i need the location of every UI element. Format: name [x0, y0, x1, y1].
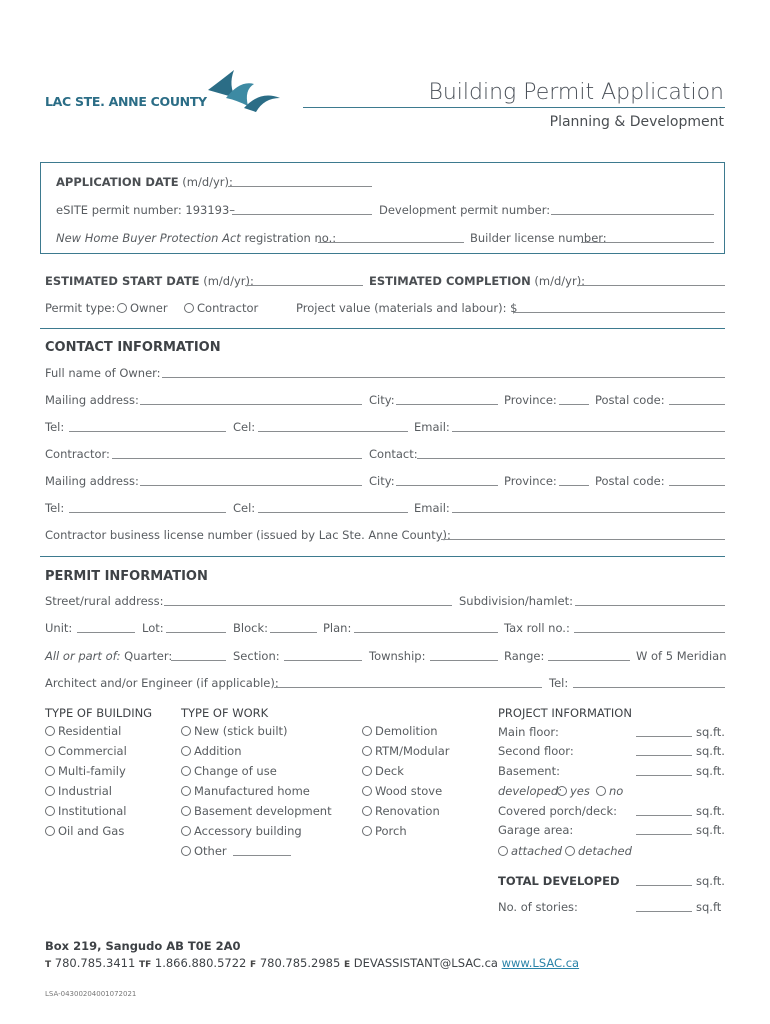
plan-field[interactable] — [354, 632, 498, 633]
subdivision-label: Subdivision/hamlet: — [459, 594, 573, 608]
work-type-alt-option[interactable] — [362, 744, 450, 758]
second-floor-field[interactable] — [636, 755, 692, 756]
work-type-option[interactable] — [181, 744, 242, 758]
building-type-option[interactable] — [45, 804, 126, 818]
work-type-alt-option-label: Demolition — [375, 724, 438, 738]
owner-province-label: Province: — [504, 393, 557, 407]
contractor-postal-label: Postal code: — [595, 474, 665, 488]
work-type-alt-option[interactable] — [362, 784, 442, 798]
work-type-alt-option-label: Wood stove — [375, 784, 443, 798]
detached-radio[interactable] — [565, 846, 575, 856]
building-type-radio[interactable] — [45, 746, 55, 756]
architect-tel-label: Tel: — [549, 676, 569, 690]
work-type-radio[interactable] — [181, 806, 191, 816]
contractor-cel-label: Cel: — [233, 501, 256, 515]
garage-detached[interactable] — [565, 844, 632, 858]
footer-address: Box 219, Sangudo AB T0E 2A0 — [45, 939, 241, 953]
developed-yes[interactable] — [557, 784, 590, 798]
owner-email-field[interactable] — [452, 431, 725, 432]
work-type-option-label: Accessory building — [194, 824, 302, 838]
building-type-radio[interactable] — [45, 726, 55, 736]
architect-field[interactable] — [274, 687, 542, 688]
lot-field[interactable] — [166, 632, 226, 633]
building-type-option-label: Multi-family — [58, 764, 126, 778]
street-label: Street/rural address: — [45, 594, 164, 608]
subdivision-field[interactable] — [575, 605, 725, 606]
attached-label: attached — [511, 844, 563, 858]
divider-contact — [40, 328, 725, 329]
building-type-option[interactable] — [45, 784, 112, 798]
yes-label: yes — [570, 784, 590, 798]
work-type-alt-option[interactable] — [362, 804, 440, 818]
main-floor-label: Main floor: — [498, 725, 559, 739]
building-type-option-label: Commercial — [58, 744, 127, 758]
main-floor-field[interactable] — [636, 736, 692, 737]
owner-label: Owner — [130, 301, 168, 315]
township-label: Township: — [369, 649, 426, 663]
completion-text: ESTIMATED COMPLETION — [369, 274, 531, 288]
work-type-option-label: Basement development — [194, 804, 332, 818]
owner-name-label: Full name of Owner: — [45, 366, 161, 380]
garage-unit: sq.ft. — [696, 823, 725, 837]
work-type-alt-radio[interactable] — [362, 786, 372, 796]
owner-name-field[interactable] — [162, 377, 725, 378]
project-heading: PROJECT INFORMATION — [498, 706, 632, 720]
work-type-radio[interactable] — [181, 846, 191, 856]
work-type-alt-option-label: Deck — [375, 764, 404, 778]
dev-permit-label: Development permit number: — [379, 203, 551, 217]
section-field[interactable] — [284, 660, 362, 661]
fax-number: 780.785.2985 — [259, 956, 341, 970]
work-type-alt-option-label: Porch — [375, 824, 407, 838]
contractor-province-field[interactable] — [559, 485, 589, 486]
work-type-alt-radio[interactable] — [362, 746, 372, 756]
range-label: Range: — [504, 649, 545, 663]
building-type-option-label: Residential — [58, 724, 122, 738]
building-heading: TYPE OF BUILDING — [45, 706, 153, 720]
project-value-field[interactable] — [513, 312, 725, 313]
owner-mailing-field[interactable] — [140, 404, 362, 405]
unit-field[interactable] — [77, 632, 135, 633]
contractor-contact-field[interactable] — [417, 458, 725, 459]
owner-radio[interactable] — [117, 303, 127, 313]
porch-unit: sq.ft. — [696, 804, 725, 818]
no-label: no — [609, 784, 624, 798]
basement-unit: sq.ft. — [696, 764, 725, 778]
stories-unit: sq.ft — [696, 900, 722, 914]
building-type-radio[interactable] — [45, 766, 55, 776]
work-type-alt-radio[interactable] — [362, 726, 372, 736]
building-type-option[interactable] — [45, 724, 121, 738]
footer-email[interactable]: DEVASSISTANT@LSAC.ca — [353, 956, 498, 970]
nhbpa-rest: registration no.: — [240, 231, 337, 245]
tollfree-number: 1.866.880.5722 — [154, 956, 247, 970]
permit-type-label: Permit type: — [45, 301, 116, 315]
start-date-label — [45, 274, 254, 288]
building-type-option-label: Industrial — [58, 784, 112, 798]
permit-type-owner[interactable] — [117, 301, 168, 315]
contractor-cel-field[interactable] — [258, 512, 408, 513]
porch-field[interactable] — [636, 815, 692, 816]
contractor-radio[interactable] — [184, 303, 194, 313]
second-floor-label: Second floor: — [498, 744, 574, 758]
second-floor-unit: sq.ft. — [696, 744, 725, 758]
contractor-tel-label: Tel: — [45, 501, 65, 515]
title-rule — [303, 107, 725, 108]
work-type-radio[interactable] — [181, 766, 191, 776]
work-type-option-label: New (stick built) — [194, 724, 288, 738]
phone-prefix: T — [45, 960, 52, 970]
quarter-text: Quarter: — [120, 649, 173, 663]
completion-field[interactable] — [577, 285, 725, 286]
page-title: Building Permit Application — [428, 80, 724, 105]
contractor-mailing-field[interactable] — [140, 485, 362, 486]
contact-heading: CONTACT INFORMATION — [45, 340, 221, 355]
work-type-option-label: Addition — [194, 744, 242, 758]
contractor-city-field[interactable] — [396, 485, 498, 486]
building-type-option[interactable] — [45, 764, 126, 778]
work-type-option-label: Change of use — [194, 764, 277, 778]
work-type-alt-option[interactable] — [362, 724, 438, 738]
tax-roll-label: Tax roll no.: — [504, 621, 570, 635]
yes-radio[interactable] — [557, 786, 567, 796]
contractor-tel-field[interactable] — [69, 512, 226, 513]
developed-label: developed: — [498, 784, 563, 798]
nhbpa-field[interactable] — [318, 242, 464, 243]
architect-label: Architect and/or Engineer (if applicable): — [45, 676, 279, 690]
basement-label: Basement: — [498, 764, 560, 778]
quarter-field[interactable] — [171, 660, 226, 661]
work-type-alt-radio[interactable] — [362, 826, 372, 836]
building-type-option-label: Oil and Gas — [58, 824, 125, 838]
building-type-radio[interactable] — [45, 806, 55, 816]
building-type-option[interactable] — [45, 824, 124, 838]
developed-no[interactable] — [596, 784, 623, 798]
footer-contacts — [45, 956, 579, 970]
garage-label: Garage area: — [498, 823, 574, 837]
owner-cel-field[interactable] — [258, 431, 408, 432]
stories-field[interactable] — [636, 911, 692, 912]
work-type-option[interactable] — [181, 804, 332, 818]
contractor-contact-label: Contact: — [369, 447, 418, 461]
work-type-alt-option-label: RTM/Modular — [375, 744, 450, 758]
contractor-license-label: Contractor business license number (issued by Lac Ste. Anne County): — [45, 528, 451, 542]
owner-email-label: Email: — [414, 420, 450, 434]
work-type-radio[interactable] — [181, 726, 191, 736]
form-code: LSA-04300204001072021 — [45, 990, 137, 998]
builder-license-field[interactable] — [581, 242, 714, 243]
total-developed-field[interactable] — [636, 885, 692, 886]
work-type-option[interactable] — [181, 724, 288, 738]
all-or-part-text: All or part of: — [45, 649, 121, 663]
building-type-radio[interactable] — [45, 826, 55, 836]
owner-postal-field[interactable] — [669, 404, 725, 405]
owner-province-field[interactable] — [559, 404, 589, 405]
contractor-name-field[interactable] — [112, 458, 362, 459]
owner-city-label: City: — [369, 393, 395, 407]
porch-label: Covered porch/deck: — [498, 804, 617, 818]
plan-label: Plan: — [323, 621, 352, 635]
completion-label — [369, 274, 585, 288]
block-field[interactable] — [270, 632, 317, 633]
contractor-name-label: Contractor: — [45, 447, 110, 461]
other-field[interactable] — [233, 855, 291, 856]
owner-mailing-label: Mailing address: — [45, 393, 139, 407]
fax-prefix: F — [250, 960, 257, 970]
owner-cel-label: Cel: — [233, 420, 256, 434]
range-field[interactable] — [548, 660, 630, 661]
application-date-label — [56, 175, 233, 189]
work-type-alt-option[interactable] — [362, 764, 404, 778]
building-type-option[interactable] — [45, 744, 127, 758]
main-floor-unit: sq.ft. — [696, 725, 725, 739]
builder-license-label: Builder license number: — [470, 231, 607, 245]
attached-radio[interactable] — [498, 846, 508, 856]
meridian-label: W of 5 Meridian — [636, 649, 727, 663]
page-subtitle: Planning & Development — [549, 114, 724, 130]
contractor-email-field[interactable] — [452, 512, 725, 513]
section-label: Section: — [233, 649, 280, 663]
contractor-license-field[interactable] — [441, 539, 725, 540]
permit-type-contractor[interactable] — [184, 301, 258, 315]
divider-permit — [40, 556, 725, 557]
application-date-text: APPLICATION DATE — [56, 175, 179, 189]
block-label: Block: — [233, 621, 268, 635]
application-date-format: (m/d/yr): — [182, 175, 233, 189]
esite-field[interactable] — [232, 214, 372, 215]
dev-permit-field[interactable] — [551, 214, 714, 215]
garage-field[interactable] — [636, 834, 692, 835]
work-type-alt-option[interactable] — [362, 824, 407, 838]
work-type-alt-radio[interactable] — [362, 766, 372, 776]
work-type-option-label: Manufactured home — [194, 784, 310, 798]
total-developed-label: TOTAL DEVELOPED — [498, 874, 620, 888]
tollfree-prefix: TF — [138, 960, 152, 970]
application-date-field[interactable] — [228, 186, 372, 187]
work-type-radio[interactable] — [181, 826, 191, 836]
owner-city-field[interactable] — [396, 404, 498, 405]
township-field[interactable] — [430, 660, 498, 661]
work-type-radio[interactable] — [181, 786, 191, 796]
esite-label: eSITE permit number: 193193– — [56, 203, 236, 217]
start-date-text: ESTIMATED START DATE — [45, 274, 200, 288]
nhbpa-label — [56, 231, 336, 245]
work-heading: TYPE OF WORK — [181, 706, 269, 720]
architect-tel-field[interactable] — [573, 687, 725, 688]
work-type-alt-option-label: Renovation — [375, 804, 440, 818]
logo-text: LAC STE. ANNE COUNTY — [45, 94, 207, 109]
no-radio[interactable] — [596, 786, 606, 796]
contractor-mailing-label: Mailing address: — [45, 474, 139, 488]
email-prefix: E — [343, 960, 351, 970]
completion-format: (m/d/yr): — [534, 274, 586, 288]
project-value-label: Project value (materials and labour): $ — [296, 301, 518, 315]
contractor-postal-field[interactable] — [669, 485, 725, 486]
work-type-radio[interactable] — [181, 746, 191, 756]
contractor-city-label: City: — [369, 474, 395, 488]
stories-label: No. of stories: — [498, 900, 578, 914]
garage-attached[interactable] — [498, 844, 562, 858]
work-type-option-label: Other — [194, 844, 227, 858]
unit-label: Unit: — [45, 621, 73, 635]
permit-heading: PERMIT INFORMATION — [45, 569, 208, 584]
building-type-radio[interactable] — [45, 786, 55, 796]
county-logo-icon — [204, 68, 284, 114]
lot-label: Lot: — [142, 621, 164, 635]
work-type-alt-radio[interactable] — [362, 806, 372, 816]
phone-number: 780.785.3411 — [54, 956, 136, 970]
contractor-email-label: Email: — [414, 501, 450, 515]
contractor-province-label: Province: — [504, 474, 557, 488]
work-type-option[interactable] — [181, 844, 227, 858]
work-type-option[interactable] — [181, 824, 302, 838]
tax-roll-field[interactable] — [574, 632, 725, 633]
owner-tel-label: Tel: — [45, 420, 65, 434]
nhbpa-title: New Home Buyer Protection Act — [56, 231, 241, 245]
work-type-option[interactable] — [181, 784, 310, 798]
owner-postal-label: Postal code: — [595, 393, 665, 407]
quarter-label — [45, 649, 172, 663]
owner-tel-field[interactable] — [69, 431, 226, 432]
building-type-option-label: Institutional — [58, 804, 127, 818]
contractor-label: Contractor — [197, 301, 259, 315]
total-developed-unit: sq.ft. — [696, 874, 725, 888]
website-link[interactable]: www.LSAC.ca — [501, 956, 580, 970]
start-date-field[interactable] — [245, 285, 363, 286]
basement-field[interactable] — [636, 775, 692, 776]
work-type-option[interactable] — [181, 764, 277, 778]
detached-label: detached — [578, 844, 632, 858]
street-field[interactable] — [164, 605, 452, 606]
start-date-format: (m/d/yr): — [203, 274, 254, 288]
